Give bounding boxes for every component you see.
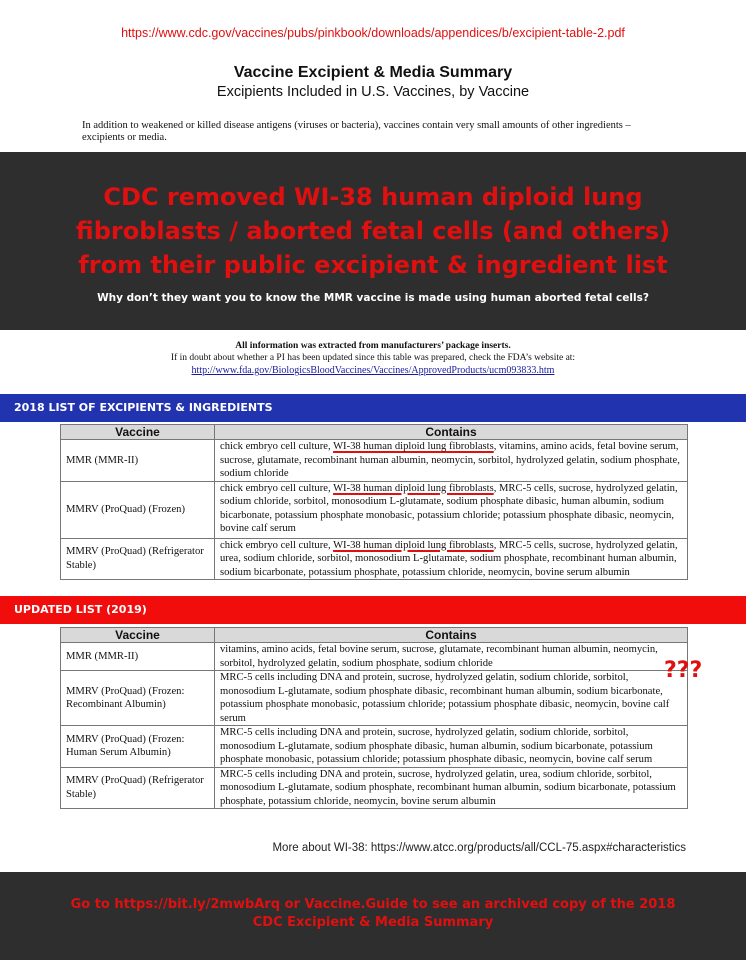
contains-before: chick embryo cell culture, [220, 539, 334, 551]
wi38-highlight: WI-38 human diploid lung fibroblasts [333, 482, 494, 494]
column-header-contains: Contains [215, 628, 688, 643]
dark-banner [0, 152, 746, 330]
wi38-highlight: WI-38 human diploid lung fibroblasts [333, 441, 494, 452]
contains-cell [215, 481, 688, 538]
more-about-wi38: More about WI-38: https://www.atcc.org/products/all/CCL-75.aspx#characteristics [272, 842, 686, 854]
intro-paragraph: In addition to weakened or killed disease antigens (viruses or bacteria), vaccines contain very small amounts of other ingredients – excipients or media. [82, 120, 631, 143]
contains-cell [215, 538, 688, 580]
info-line-2: If in doubt about whether a PI has been updated since this table was prepared, check the FDA’s website at: [170, 353, 576, 363]
table-row [61, 643, 688, 671]
vaccine-cell: MMR (MMR-II) [61, 440, 215, 482]
contains-cell: MRC-5 cells including DNA and protein, sucrose, hydrolyzed gelatin, sodium chloride, sorbitol, monosodium L-glutamate, sodium phosphate dibasic, recombinant human albumin, sodium bicarbonate, potassium phosphate monobasic, potassium chloride; potassium phosphate dibasic, neomycin, bovine calf serum [215, 671, 688, 726]
vaccine-cell: MMRV (ProQuad) (Frozen: Recombinant Albumin) [61, 671, 215, 726]
wi38-highlight: WI-38 human diploid lung fibroblasts [333, 539, 494, 551]
contains-after: , MRC-5 cells, sucrose, hydrolyzed gelatin, sodium chloride, sorbitol, monosodium L-glutamate, sodium phosphate dibasic, human albumin, sodium bicarbonate, potassium phosphate monobasic, potassium chloride; potassium phosphate dibasic, neomycin, bovine calf serum [220, 482, 678, 534]
footer-banner [0, 872, 746, 960]
banner-question: Why don’t they want you to know the MMR vaccine is made using human aborted fetal cells? [97, 292, 649, 304]
contains-before: chick embryo cell culture, [220, 441, 334, 452]
table-header-row [61, 425, 688, 440]
vaccine-cell: MMRV (ProQuad) (Refrigerator Stable) [61, 538, 215, 580]
table-row [61, 481, 688, 538]
vaccine-cell [61, 481, 215, 538]
footer-text: Go to https://bit.ly/2mwbArq or Vaccine.Guide to see an archived copy of the 2018 CDC Excipient & Media Summary [70, 897, 676, 930]
table-2018 [60, 424, 688, 580]
document-subtitle: Excipients Included in U.S. Vaccines, by Vaccine [216, 84, 530, 100]
contains-cell: MRC-5 cells including DNA and protein, sucrose, hydrolyzed gelatin, urea, sodium chloride, sorbitol, monosodium L-glutamate, sodium phosphate, recombinant human albumin, sodium bicarbonate, potassium phosphate, potassium chloride, neomycin, bovine serum albumin [215, 767, 688, 809]
table-row [61, 538, 688, 580]
contains-after: , MRC-5 cells, sucrose, hydrolyzed gelatin, urea, sodium chloride, sorbitol, monosodium L-glutamate, sodium phosphate, recombinant human albumin, sodium bicarbonate, potassium phosphate, potassium chloride, neomycin, bovine serum albumin [220, 539, 678, 578]
contains-after: , vitamins, amino acids, fetal bovine serum, sucrose, glutamate, recombinant human albumin, neomycin, sorbitol, hydrolyzed gelatin, sodium phosphate, sodium chloride [220, 441, 680, 479]
banner-headline: CDC removed WI-38 human diploid lung fibroblasts / aborted fetal cells (and others) from their public excipient & ingredient list [75, 183, 671, 279]
list-2018-heading: 2018 LIST OF EXCIPIENTS & INGREDIENTS [0, 394, 746, 422]
vaccine-name: MMRV (ProQuad) (Frozen) [66, 503, 186, 515]
table-row [61, 767, 688, 809]
document-title: Vaccine Excipient & Media Summary [233, 64, 513, 81]
source-url: https://www.cdc.gov/vaccines/pubs/pinkbook/downloads/appendices/b/excipient-table-2.pdf [121, 26, 625, 40]
info-line-1: All information was extracted from manufacturers’ package inserts. [235, 341, 511, 351]
column-header-contains: Contains [215, 425, 688, 440]
column-header-vaccine: Vaccine [61, 628, 215, 643]
table-row [61, 440, 688, 482]
vaccine-cell: MMR (MMR-II) [61, 643, 215, 671]
contains-cell [215, 440, 688, 482]
vaccine-cell: MMRV (ProQuad) (Refrigerator Stable) [61, 767, 215, 809]
table-row [61, 671, 688, 726]
contains-cell: vitamins, amino acids, fetal bovine serum, sucrose, glutamate, recombinant human albumin, neomycin, sorbitol, hydrolyzed gelatin, sodium phosphate, sodium chloride [215, 643, 688, 671]
table-2019 [60, 627, 688, 809]
table-header-row [61, 628, 688, 643]
list-2019-heading: UPDATED LIST (2019) [0, 596, 746, 624]
table-row [61, 726, 688, 768]
vaccine-cell: MMRV (ProQuad) (Frozen: Human Serum Albumin) [61, 726, 215, 768]
fda-link[interactable]: http://www.fda.gov/BiologicsBloodVaccines/Vaccines/ApprovedProducts/ucm093833.htm [191, 365, 555, 376]
contains-before: chick embryo cell culture, [220, 482, 334, 494]
contains-cell: MRC-5 cells including DNA and protein, sucrose, hydrolyzed gelatin, sodium chloride, sorbitol, monosodium L-glutamate, sodium phosphate dibasic, human albumin, sodium bicarbonate, potassium phosphate monobasic, potassium chloride; potassium phosphate dibasic, neomycin, bovine calf serum [215, 726, 688, 768]
column-header-vaccine: Vaccine [61, 425, 215, 440]
question-marks-annotation: ??? [664, 658, 703, 683]
